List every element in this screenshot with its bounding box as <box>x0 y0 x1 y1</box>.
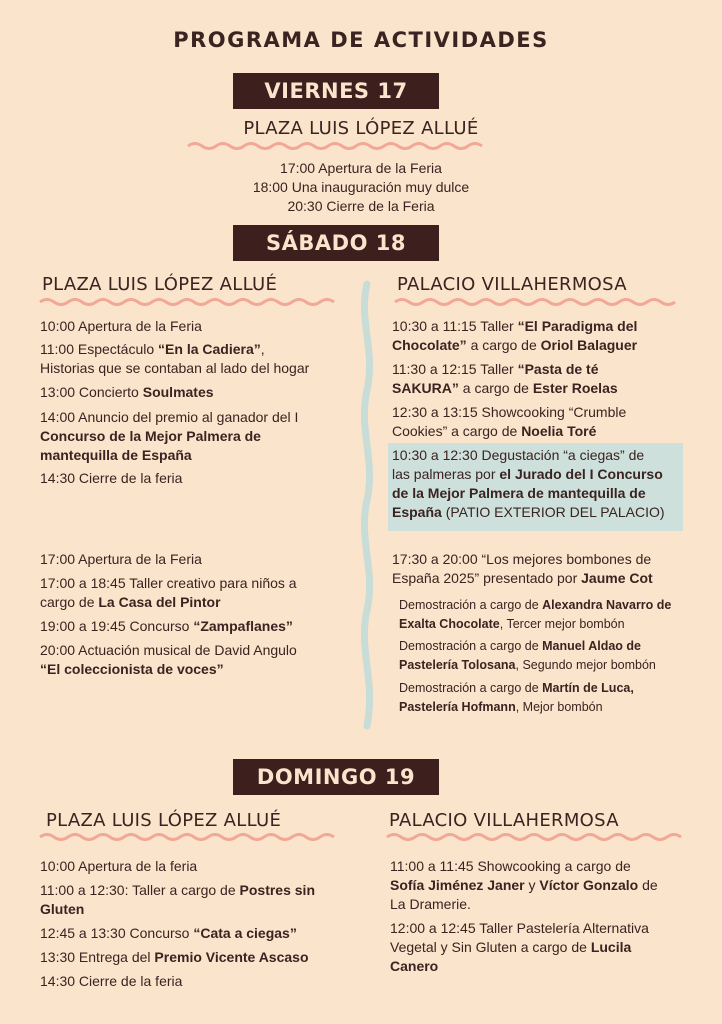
wave-divider <box>186 140 488 152</box>
schedule-item: 10:30 a 11:15 Taller “El Paradigma del Chocolate” a cargo de Oriol Balaguer <box>392 318 638 353</box>
schedule-item: 14:00 Anuncio del premio al ganador del I Concurso de la Mejor Palmera de mantequilla de España <box>40 409 299 463</box>
list-item: 17:00 Apertura de la Feria <box>280 160 442 176</box>
schedule-item: 10:00 Apertura de la feria <box>40 858 198 874</box>
page-title: PROGRAMA DE ACTIVIDADES <box>173 28 549 52</box>
venue-sabado-left: PLAZA LUIS LÓPEZ ALLUÉ <box>42 274 278 295</box>
day-header-domingo: DOMINGO 19 <box>233 759 439 795</box>
wave-divider <box>38 831 343 843</box>
schedule-item: 14:30 Cierre de la feria <box>40 470 183 486</box>
wave-divider <box>385 831 687 843</box>
day-header-viernes: VIERNES 17 <box>233 73 439 109</box>
schedule-item: 14:30 Cierre de la feria <box>40 973 183 989</box>
schedule-subitem: Demostración a cargo de Martín de Luca, Pastelería Hofmann, Mejor bombón <box>399 681 634 714</box>
wave-divider <box>393 296 687 308</box>
schedule-item: 11:00 a 12:30: Taller a cargo de Postres sin Gluten <box>40 882 315 917</box>
schedule-item: 17:00 a 18:45 Taller creativo para niños a cargo de La Casa del Pintor <box>40 575 297 610</box>
venue-domingo-right: PALACIO VILLAHERMOSA <box>389 810 619 831</box>
venue-domingo-left: PLAZA LUIS LÓPEZ ALLUÉ <box>46 810 282 831</box>
schedule-item: 11:00 a 11:45 Showcooking a cargo de Sofía Jiménez Janer y Víctor Gonzalo de La Dramerie. <box>390 858 658 912</box>
wave-divider <box>38 296 343 308</box>
list-item: 20:30 Cierre de la Feria <box>287 198 435 214</box>
schedule-item: 12:00 a 12:45 Taller Pastelería Alternativa Vegetal y Sin Gluten a cargo de Lucila Canero <box>390 920 649 974</box>
schedule-item: 12:30 a 13:15 Showcooking “Crumble Cookies” a cargo de Noelia Toré <box>392 404 627 439</box>
schedule-item: 11:00 Espectáculo “En la Cadiera”, Historias que se contaban al lado del hogar <box>40 341 310 376</box>
viernes-list <box>0 159 722 216</box>
schedule-item: 19:00 a 19:45 Concurso “Zampaflanes” <box>40 618 293 634</box>
venue-sabado-right: PALACIO VILLAHERMOSA <box>397 274 627 295</box>
schedule-item: 12:45 a 13:30 Concurso “Cata a ciegas” <box>40 925 297 941</box>
schedule-item: 20:00 Actuación musical de David Angulo “El coleccionista de voces” <box>40 642 297 677</box>
schedule-item: 11:30 a 12:15 Taller “Pasta de té SAKURA” a cargo de Ester Roelas <box>392 361 618 396</box>
schedule-item: 13:30 Entrega del Premio Vicente Ascaso <box>40 949 309 965</box>
column-divider <box>356 280 378 730</box>
venue-viernes: PLAZA LUIS LÓPEZ ALLUÉ <box>243 118 479 139</box>
schedule-subitem: Demostración a cargo de Alexandra Navarro de Exalta Chocolate, Tercer mejor bombón <box>399 598 672 631</box>
schedule-subitem: Demostración a cargo de Manuel Aldao de Pastelería Tolosana, Segundo mejor bombón <box>399 639 656 672</box>
schedule-item: 17:30 a 20:00 “Los mejores bombones de España 2025” presentado por Jaume Cot <box>392 551 653 586</box>
schedule-item: 13:00 Concierto Soulmates <box>40 384 214 400</box>
schedule-item: 17:00 Apertura de la Feria <box>40 551 202 567</box>
day-header-sabado: SÁBADO 18 <box>233 225 439 261</box>
schedule-item: 10:00 Apertura de la Feria <box>40 318 202 334</box>
schedule-item: 10:30 a 12:30 Degustación “a ciegas” de las palmeras por el Jurado del I Concurso de la Mejor Palmera de mantequilla de España (PATIO EXTERIOR DEL PALACIO) <box>392 447 665 520</box>
list-item: 18:00 Una inauguración muy dulce <box>252 179 470 195</box>
